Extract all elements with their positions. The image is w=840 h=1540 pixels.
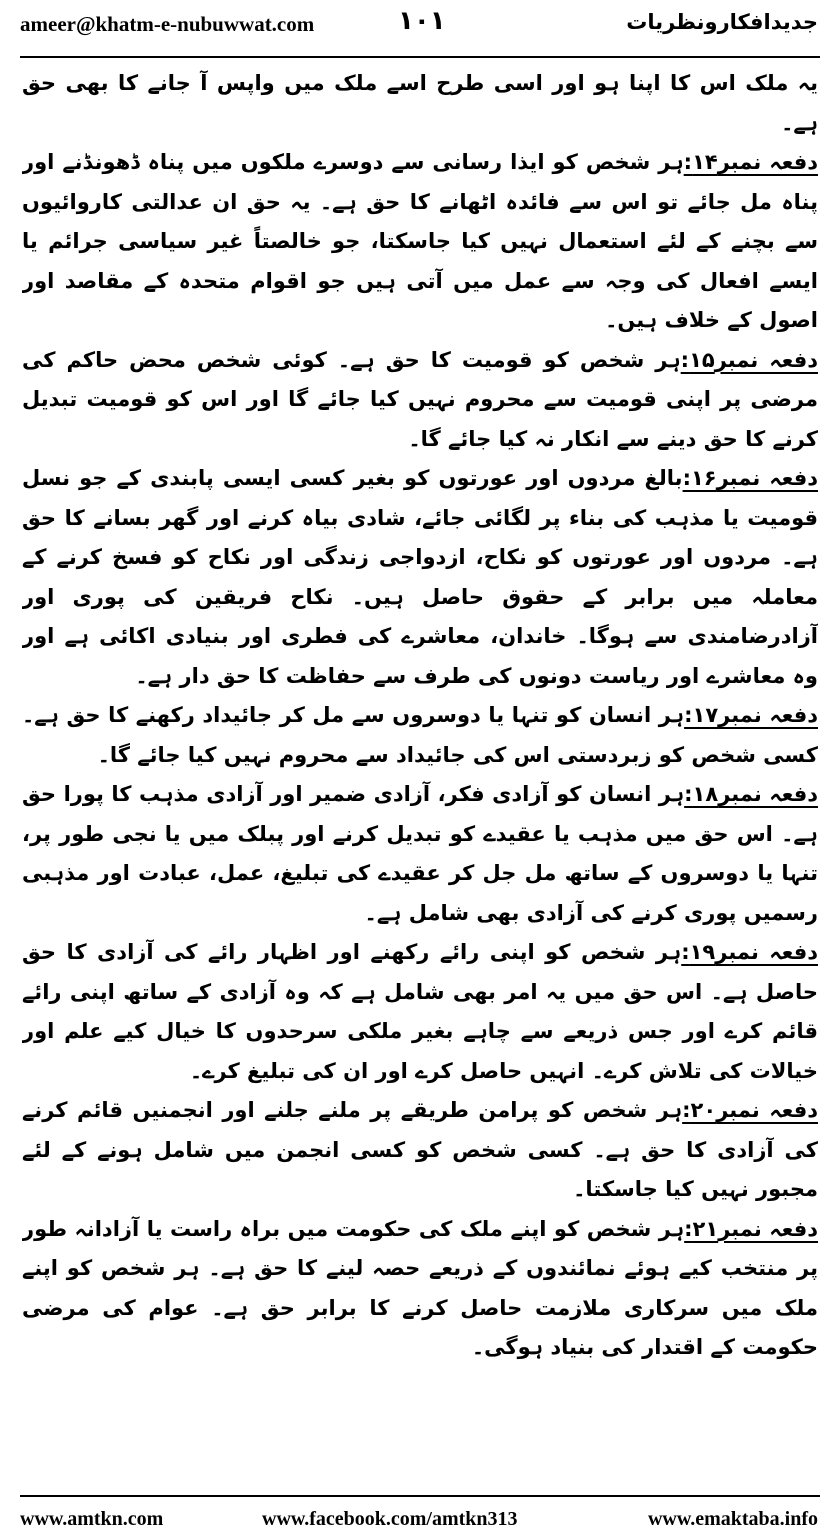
footer-link-facebook[interactable]: www.facebook.com/amtkn313 — [262, 1508, 518, 1530]
header-email: ameer@khatm-e-nubuwwat.com — [20, 12, 315, 36]
page-footer — [0, 1506, 840, 1536]
page-number: ۱۰۱ — [398, 6, 446, 36]
section-text: ہر شخص کو اپنی رائے رکھنے اور اظہار رائے کی آزادی کا حق حاصل ہے۔ اس حق میں یہ امر بھی شامل ہے کہ وہ آزادی کے ساتھ اپنی رائے قائم کرے اور جس ذریعے سے چاہے بغیر ملکی سرحدوں کا خیال کیے علم اور خیالات کی تلاش کرے۔ انہیں حاصل کرے اور ان کی تبلیغ کرے۔ — [22, 940, 818, 1083]
section-label: دفعہ نمبر۱۵: — [680, 347, 818, 372]
body-text — [22, 64, 818, 1488]
section-text: ہر شخص کو پرامن طریقے پر ملنے جلنے اور انجمنیں قائم کرنے کی آزادی کا حق ہے۔ کسی شخص کو کسی انجمن میں شامل ہونے کے لئے مجبور نہیں کیا جاسکتا۔ — [22, 1098, 818, 1201]
section-text: ہر شخص کو اپنے ملک کی حکومت میں براہ راست یا آزادانہ طور پر منتخب کیے ہوئے نمائندوں کے ذریعے حصہ لینے کا حق ہے۔ ہر شخص کو اپنے ملک میں سرکاری ملازمت حاصل کرنے کا برابر حق ہے۔ عوام کی مرضی حکومت کے اقتدار کی بنیاد ہوگی۔ — [22, 1216, 818, 1359]
paragraph-text: یہ ملک اس کا اپنا ہو اور اسی طرح اسے ملک میں واپس آ جانے کا بھی حق ہے۔ — [22, 71, 818, 135]
page-header — [0, 0, 840, 58]
section-16 — [22, 459, 818, 696]
section-15 — [22, 341, 818, 460]
section-20 — [22, 1091, 818, 1210]
header-divider — [20, 56, 820, 58]
section-text: ہر انسان کو آزادی فکر، آزادی ضمیر اور آزادی مذہب کا پورا حق ہے۔ اس حق میں مذہب یا عقیدے کو تبدیل کرنے اور پبلک میں یا نجی طور پر، تنہا یا دوسروں کے ساتھ مل جل کر عقیدے کی تبلیغ، عمل، عبادت اور مذہبی رسمیں پوری کرنے کی آزادی بھی شامل ہے۔ — [22, 782, 818, 925]
footer-link-amtkn[interactable]: www.amtkn.com — [20, 1508, 164, 1530]
section-label: دفعہ نمبر۱۷: — [684, 703, 818, 727]
section-label: دفعہ نمبر۲۰: — [682, 1098, 818, 1122]
paragraph — [22, 64, 818, 143]
section-14 — [22, 143, 818, 341]
section-text: ہر انسان کو تنہا یا دوسروں سے مل کر جائیداد رکھنے کا حق ہے۔ کسی شخص کو زبردستی اس کی جائیداد سے محروم نہیں کیا جائے گا۔ — [22, 703, 818, 767]
section-18 — [22, 775, 818, 933]
section-label: دفعہ نمبر۱۶: — [682, 466, 818, 490]
footer-link-emaktaba[interactable]: www.emaktaba.info — [647, 1508, 818, 1530]
section-21 — [22, 1210, 818, 1368]
book-title: جدیدافکارونظریات — [626, 10, 818, 34]
section-text: بالغ مردوں اور عورتوں کو بغیر کسی ایسی پابندی کے جو نسل قومیت یا مذہب کی بناء پر لگائی جائے، شادی بیاہ کرنے اور گھر بسانے کا حق ہے۔ مردوں اور عورتوں کو نکاح، ازدواجی زندگی اور نکاح کو فسخ کرنے کے معاملہ میں برابر کے حقوق حاصل ہیں۔ نکاح فریقین کی پوری اور آزادرضامندی سے ہوگا۔ خاندان، معاشرے کی فطری اور بنیادی اکائی ہے اور وہ معاشرے اور ریاست دونوں کی طرف سے حفاظت کا حق دار ہے۔ — [22, 466, 818, 688]
section-19 — [22, 933, 818, 1091]
section-label: دفعہ نمبر۱۴: — [683, 150, 818, 174]
section-label: دفعہ نمبر۱۹: — [681, 940, 818, 964]
section-label: دفعہ نمبر۲۱: — [684, 1216, 818, 1241]
footer-divider — [20, 1495, 820, 1497]
section-label: دفعہ نمبر۱۸: — [684, 782, 818, 806]
section-text: ہر شخص کو ایذا رسانی سے دوسرے ملکوں میں پناہ ڈھونڈنے اور پناہ مل جائے تو اس سے فائدہ اٹھانے کا حق ہے۔ یہ حق ان عدالتی کاروائیوں سے بچنے کے لئے استعمال نہیں کیا جاسکتا، جو خالصتاً غیر سیاسی جرائم یا ایسے افعال کی وجہ سے عمل میں آتی ہیں جو اقوام متحدہ کے مقاصد اور اصول کے خلاف ہیں۔ — [22, 150, 818, 332]
section-17 — [22, 696, 818, 775]
section-text: ہر شخص کو قومیت کا حق ہے۔ کوئی شخص محض حاکم کی مرضی پر اپنی قومیت سے محروم نہیں کیا جائے گا اور اس کو قومیت تبدیل کرنے کا حق دینے سے انکار نہ کیا جائے گا۔ — [22, 347, 818, 451]
